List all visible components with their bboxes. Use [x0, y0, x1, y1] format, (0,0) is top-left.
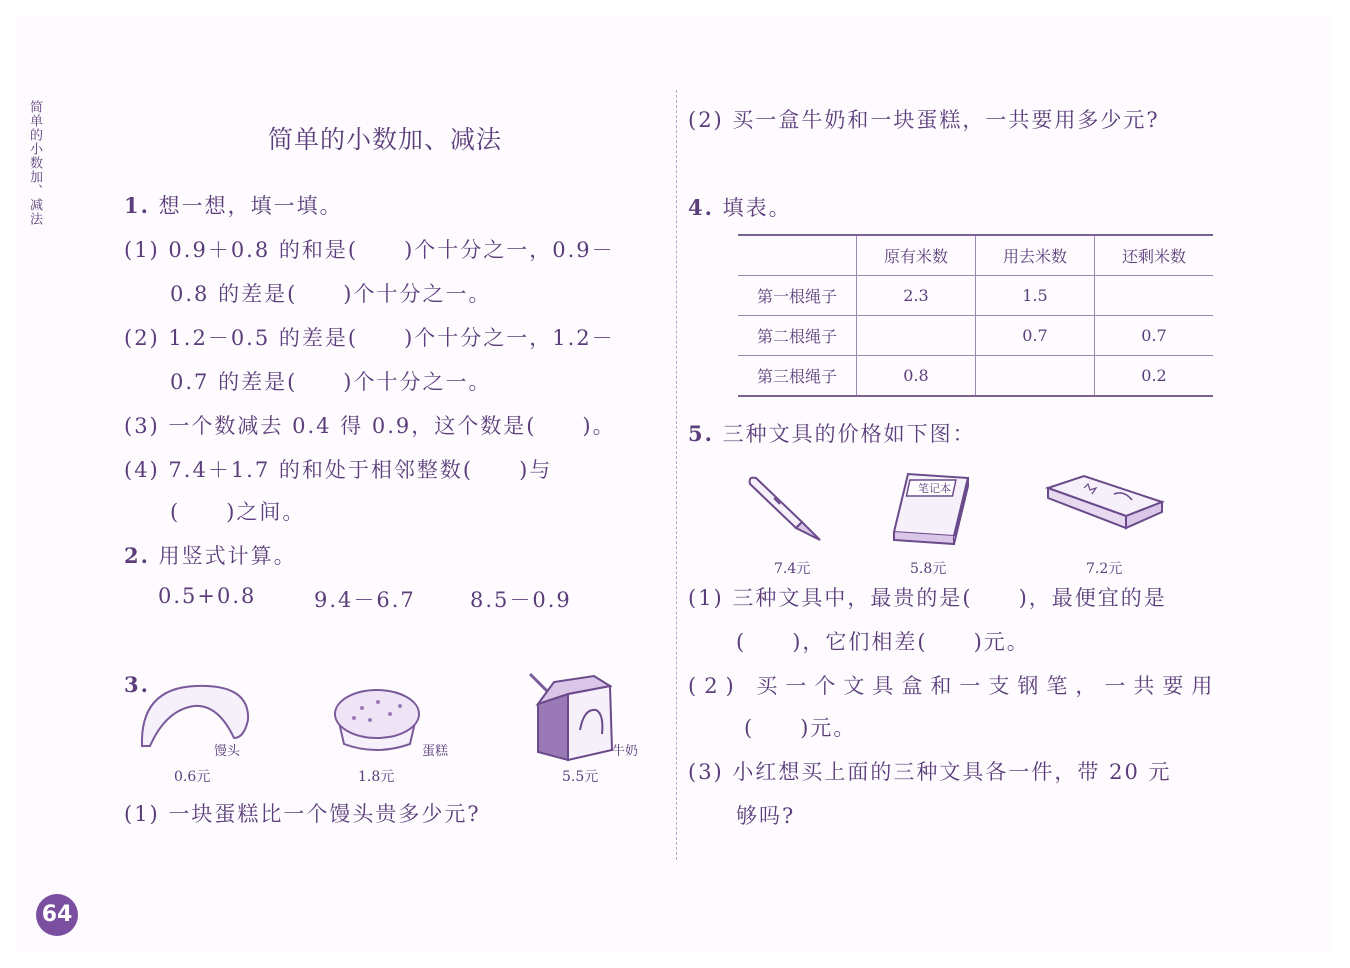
table-header-row: [738, 235, 1213, 276]
q1-heading: [124, 190, 343, 220]
fountain-pen-illustration: [744, 474, 826, 546]
q2-number: 2.: [124, 543, 150, 568]
page-title: 简单的小数加、减法: [268, 125, 503, 154]
q5-line-3: (2) 买一个文具盒和一支钢笔，一共要用: [688, 674, 1221, 698]
q1-line-3: (2) 1.2－0.5 的差是( )个十分之一，1.2－: [124, 326, 615, 350]
q2-expr-3: 8.5－0.9: [470, 588, 572, 612]
q5-notebook-price: 5.8元: [910, 561, 947, 577]
q1-line-4: 0.7 的差是( )个十分之一。: [170, 370, 492, 394]
table-cell: 2.3: [857, 276, 976, 316]
table-header-cell: 用去米数: [976, 235, 1095, 276]
q1-instruction: 想一想，填一填。: [158, 194, 343, 218]
q3-cake-price: 1.8元: [358, 769, 395, 785]
q3-bun-price: 0.6元: [174, 769, 211, 785]
q5-line-5: (3) 小红想买上面的三种文具各一件，带 20 元: [688, 760, 1172, 784]
q1-line-5: (3) 一个数减去 0.4 得 0.9，这个数是( )。: [124, 414, 616, 438]
q5-line-4: ( )元。: [744, 716, 857, 740]
q5-heading: [688, 418, 976, 448]
side-chapter-label: 简单的小数加、减法: [27, 100, 42, 226]
q2-expr-2: 9.4－6.7: [314, 588, 416, 612]
table-row: [738, 356, 1213, 397]
q5-line-2: ( )，它们相差( )元。: [736, 630, 1030, 654]
table-header-cell: 原有米数: [857, 235, 976, 276]
table-cell: 1.5: [976, 276, 1095, 316]
table-row: [738, 276, 1213, 316]
q3-cake-label: 蛋糕: [422, 744, 449, 759]
q5-number: 5.: [688, 421, 714, 446]
q1-number: 1.: [124, 193, 150, 218]
table-cell: 第二根绳子: [738, 316, 857, 356]
q5-notebook-label: 笔记本: [918, 482, 951, 495]
q5-pen-price: 7.4元: [774, 561, 811, 577]
table-header-cell: [738, 235, 857, 276]
table-cell-blank[interactable]: [1095, 276, 1214, 316]
q4-number: 4.: [688, 195, 714, 220]
q1-line-6: (4) 7.4＋1.7 的和处于相邻整数( )与: [124, 458, 553, 482]
milk-carton-illustration: [524, 670, 618, 762]
table-cell: 0.7: [1095, 316, 1214, 356]
q3-milk-label: 牛奶: [612, 744, 639, 759]
pencil-box-illustration: [1044, 472, 1166, 534]
q3-number: 3.: [124, 672, 150, 697]
table-cell-blank[interactable]: [857, 316, 976, 356]
table-cell: 第一根绳子: [738, 276, 857, 316]
q3-sub-question-2: (2) 买一盒牛奶和一块蛋糕，一共要用多少元?: [688, 108, 1160, 132]
table-cell: 0.8: [857, 356, 976, 397]
q2-instruction: 用竖式计算。: [158, 544, 297, 568]
q3-sub-question-1: (1) 一块蛋糕比一个馒头贵多少元?: [124, 802, 481, 826]
q5-line-1: (1) 三种文具中，最贵的是( )，最便宜的是: [688, 586, 1167, 610]
q3-milk-price: 5.5元: [562, 769, 599, 785]
table-cell: 0.7: [976, 316, 1095, 356]
q2-expr-1: 0.5+0.8: [158, 584, 257, 608]
table-header-cell: 还剩米数: [1095, 235, 1214, 276]
table-cell: 0.2: [1095, 356, 1214, 397]
table-cell-blank[interactable]: [976, 356, 1095, 397]
page-number-badge: 64: [36, 894, 78, 936]
q5-pencil-box-price: 7.2元: [1086, 561, 1123, 577]
q1-line-7: ( )之间。: [170, 500, 306, 524]
rope-length-table: [738, 234, 1213, 397]
q1-line-1: (1) 0.9＋0.8 的和是( )个十分之一，0.9－: [124, 238, 615, 262]
q5-line-6: 够吗?: [736, 804, 796, 828]
q1-line-2: 0.8 的差是( )个十分之一。: [170, 282, 492, 306]
q3-bun-label: 馒头: [214, 744, 241, 759]
cake-illustration: [330, 684, 424, 754]
column-divider: [676, 90, 677, 860]
table-cell: 第三根绳子: [738, 356, 857, 397]
q4-instruction: 填表。: [722, 196, 792, 220]
q4-heading: [688, 192, 792, 222]
q2-heading: [124, 540, 297, 570]
q5-instruction: 三种文具的价格如下图：: [722, 422, 976, 446]
table-row: [738, 316, 1213, 356]
